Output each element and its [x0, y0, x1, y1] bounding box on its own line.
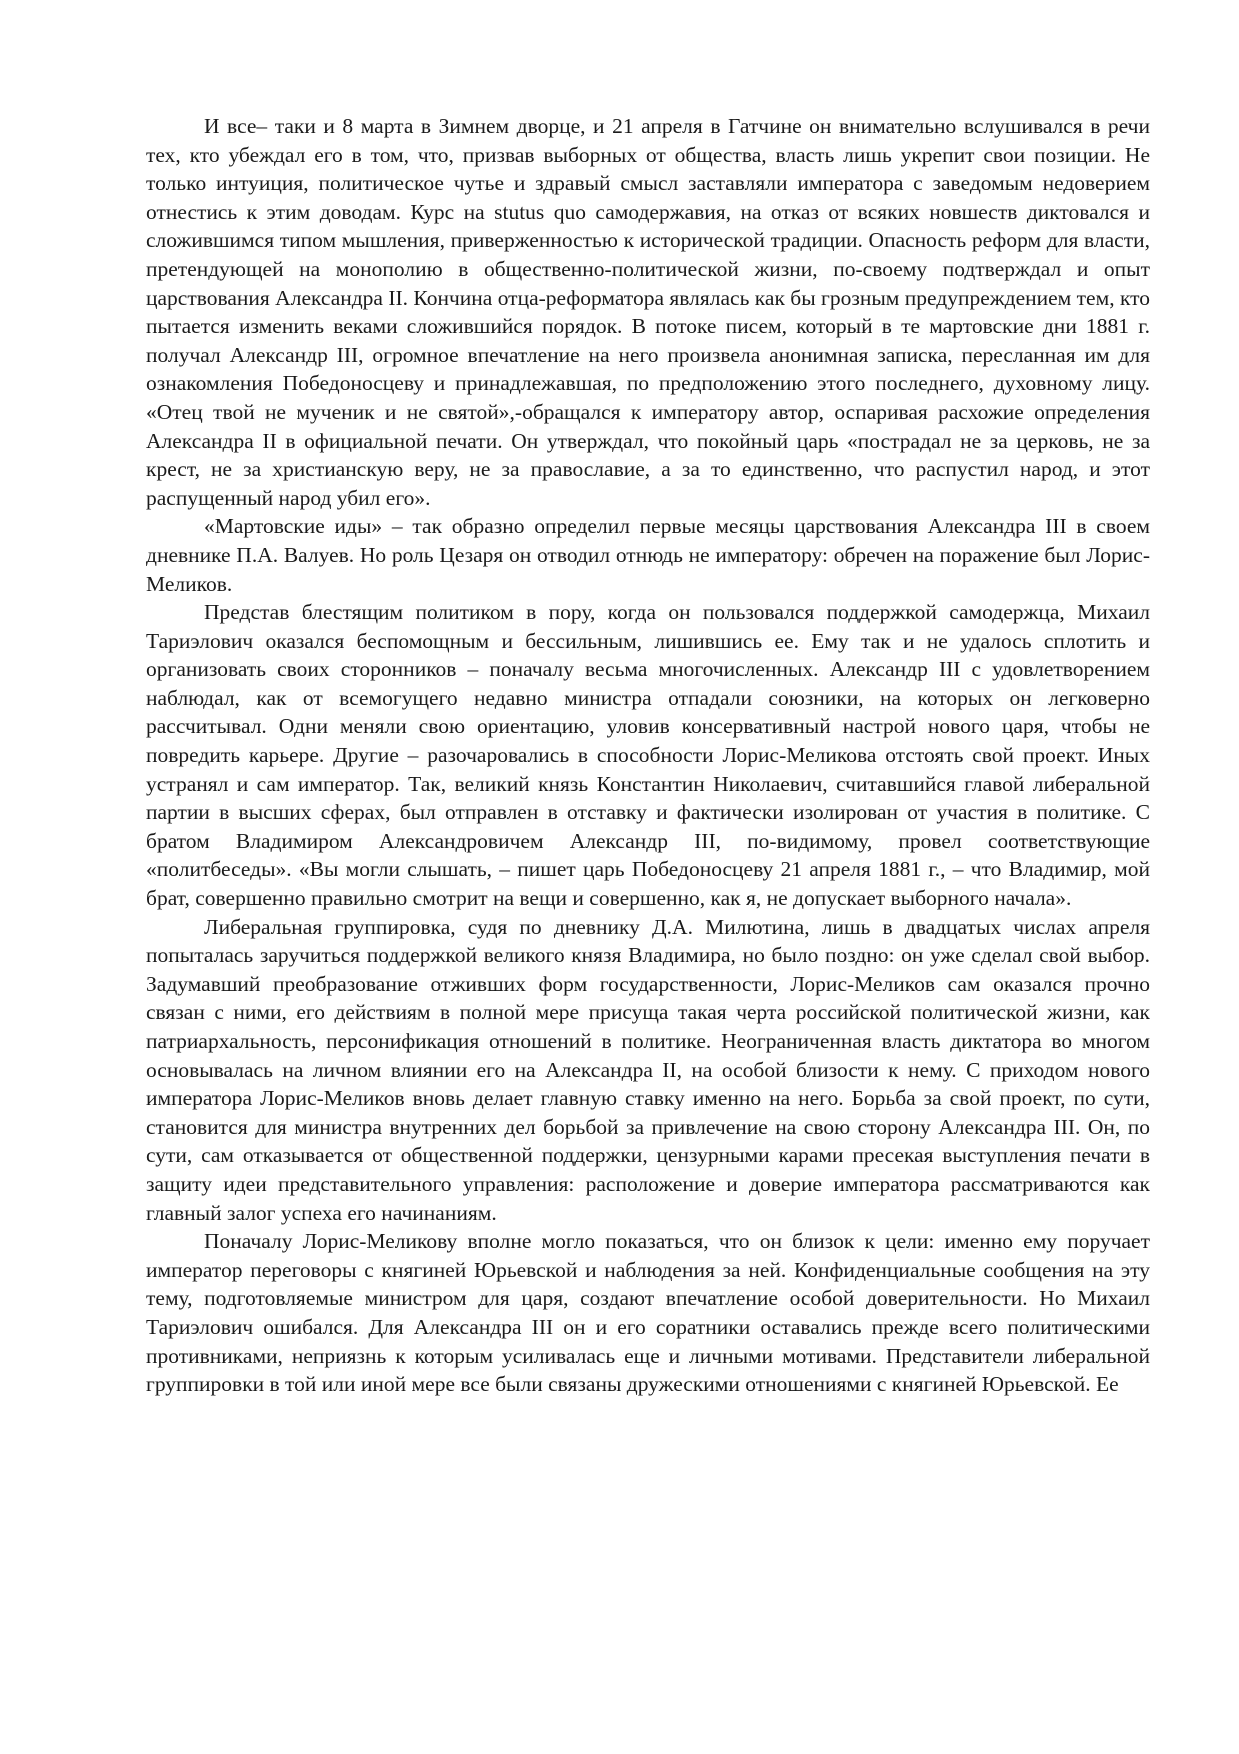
document-page — [146, 112, 1150, 1399]
paragraph-5: Поначалу Лорис-Меликову вполне могло показаться, что он близок к цели: именно ему поручает император переговоры с княгиней Юрьевской и наблюдения за ней. Конфиденциальные сообщения на эту тему, подготовляемые министром для царя, создают впечатление особой доверительности. Но Михаил Тариэлович ошибался. Для Александра III он и его соратники оставались прежде всего политическими противниками, неприязнь к которым усиливалась еще и личными мотивами. Представители либеральной группировки в той или иной мере все были связаны дружескими отношениями с княгиней Юрьевской. Ее — [146, 1229, 1150, 1397]
paragraph-4: Либеральная группировка, судя по дневнику Д.А. Милютина, лишь в двадцатых числах апреля попыталась заручиться поддержкой великого князя Владимира, но было поздно: он уже сделал свой выбор. Задумавший преобразование отживших форм государственности, Лорис-Меликов сам оказался прочно связан с ними, его действиям в полной мере присуща такая черта российской политической жизни, как патриархальность, персонификация отношений в политике. Неограниченная власть диктатора во многом основывалась на личном влиянии его на Александра II, на особой близости к нему. С приходом нового императора Лорис-Меликов вновь делает главную ставку именно на него. Борьба за свой проект, по сути, становится для министра внутренних дел борьбой за привлечение на свою сторону Александра III. Он, по сути, сам отказывается от общественной поддержки, цензурными карами пресекая выступления печати в защиту идеи представительного управления: расположение и доверие императора рассматриваются как главный залог успеха его начинаниям. — [146, 914, 1150, 1225]
paragraph-1: И все– таки и 8 марта в Зимнем дворце, и 21 апреля в Гатчине он внимательно вслушивался в речи тех, кто убеждал его в том, что, призвав выборных от общества, власть лишь укрепит свои позиции. Не только интуиция, политическое чутье и здравый смысл заставляли императора с заведомым недоверием отнестись к этим доводам. Курс на stutus quo самодержавия, на отказ от всяких новшеств диктовался и сложившимся типом мышления, приверженностью к исторической традиции. Опасность реформ для власти, претендующей на монополию в общественно-политической жизни, по-своему подтверждал и опыт царствования Александра II. Кончина отца-реформатора являлась как бы грозным предупреждением тем, кто пытается изменить веками сложившийся порядок. В потоке писем, который в те мартовские дни 1881 г. получал Александр III, огромное впечатление на него произвела анонимная записка, пересланная им для ознакомления Победоносцеву и принадлежавшая, по предположению этого последнего, духовному лицу. «Отец твой не мученик и не святой»,-обращался к императору автор, оспаривая расхожие определения Александра II в официальной печати. Он утверждал, что покойный царь «пострадал не за церковь, не за крест, не за христианскую веру, не за православие, а за то единственно, что распустил народ, и этот распущенный народ убил его». — [146, 114, 1150, 510]
paragraph-3: Представ блестящим политиком в пору, когда он пользовался поддержкой самодержца, Михаил Тариэлович оказался беспомощным и бессильным, лишившись ее. Ему так и не удалось сплотить и организовать своих сторонников – поначалу весьма многочисленных. Александр III с удовлетворением наблюдал, как от всемогущего недавно министра отпадали союзники, на которых он легковерно рассчитывал. Одни меняли свою ориентацию, уловив консервативный настрой нового царя, чтобы не повредить карьере. Другие – разочаровались в способности Лорис-Меликова отстоять свой проект. Иных устранял и сам император. Так, великий князь Константин Николаевич, считавшийся главой либеральной партии в высших сферах, был отправлен в отставку и фактически изолирован от участия в политике. С братом Владимиром Александровичем Александр III, по-видимому, провел соответствующие «политбеседы». «Вы могли слышать, – пишет царь Победоносцеву 21 апреля 1881 г., – что Владимир, мой брат, совершенно правильно смотрит на вещи и совершенно, как я, не допускает выборного начала». — [146, 600, 1150, 911]
paragraph-2: «Мартовские иды» – так образно определил первые месяцы царствования Александра III в своем дневнике П.А. Валуев. Но роль Цезаря он отводил отнюдь не императору: обречен на поражение был Лорис-Меликов. — [146, 514, 1150, 596]
